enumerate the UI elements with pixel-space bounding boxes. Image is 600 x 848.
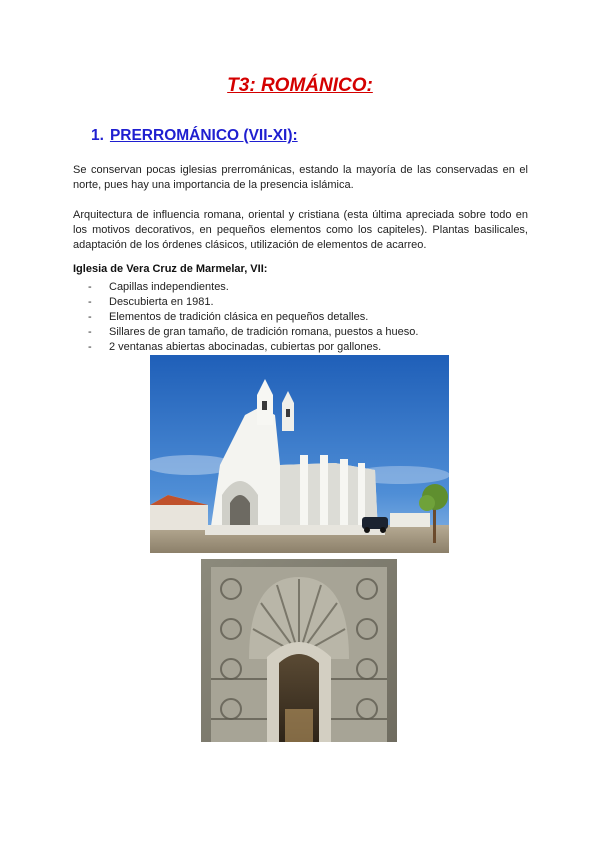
bullet-dash: - <box>88 281 92 293</box>
section-heading <box>91 127 298 145</box>
list-item <box>73 340 418 355</box>
list-item <box>73 310 418 325</box>
paragraph-architecture: Arquitectura de influencia romana, oriental y cristiana (esta última apreciada sobre todo en los motivos decorativos, en pequeños elementos como los capiteles). Plantas basilicales, adaptación de los órdenes clásicos, utilización de elementos de acarreo. <box>73 209 528 251</box>
bullet-dash: - <box>88 341 92 353</box>
feature-list <box>73 280 418 355</box>
bullet-dash: - <box>88 326 92 338</box>
bullet-dash: - <box>88 296 92 308</box>
stone-window-photo <box>201 559 397 742</box>
list-item <box>73 295 418 310</box>
list-item-text: Capillas independientes. <box>109 281 229 293</box>
list-item-text: Descubierta en 1981. <box>109 296 214 308</box>
bullet-dash: - <box>88 311 92 323</box>
list-item <box>73 280 418 295</box>
section-title: PRERROMÁNICO (VII-XI): <box>109 127 298 144</box>
list-item <box>73 325 418 340</box>
church-exterior-photo <box>150 355 449 553</box>
page-title: T3: ROMÁNICO: <box>227 75 373 96</box>
church-subheading: Iglesia de Vera Cruz de Marmelar, VII: <box>73 263 268 275</box>
list-item-text: Elementos de tradición clásica en pequeños detalles. <box>109 311 369 323</box>
list-item-text: Sillares de gran tamaño, de tradición romana, puestos a hueso. <box>109 326 419 338</box>
paragraph-intro: Se conservan pocas iglesias prerrománicas, estando la mayoría de las conservadas en el norte, pues hay una importancia de la presencia islámica. <box>73 164 528 191</box>
list-item-text: 2 ventanas abiertas abocinadas, cubiertas por gallones. <box>109 341 382 353</box>
section-number: 1. <box>91 127 104 144</box>
